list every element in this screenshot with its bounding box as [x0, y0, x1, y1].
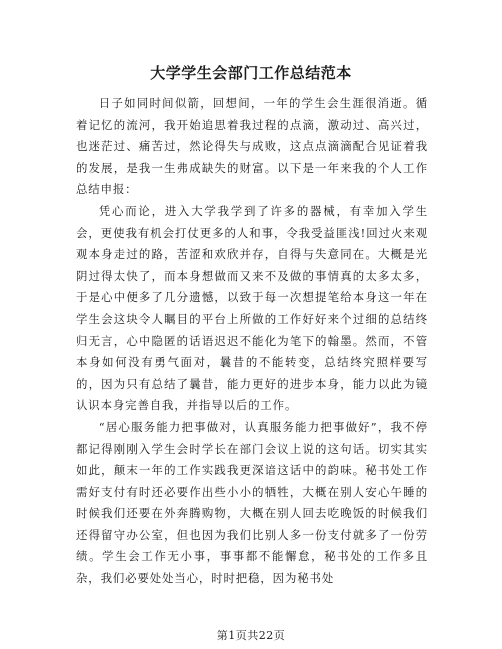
paragraph-service-quote: “居心服务能力把事做对，认真服务能力把事做好”，我不停都记得刚刚入学生会时学长在部门会议上说的这句话。切实其实如此，颠末一年的工作实践我更深谙这话中的韵味。秘书处工作需好支付有时还必要作出些小小的牺牲，大概在别人安心午睡的时候我们还要在外奔腾购物，大概在别人回去吃晚饭的时候我们还得留守办公室，但也因为我们比别人多一份支付就多了一份劳绩。学生会工作无小事，事事都不能懈怠，秘书处的工作多且杂，我们必要处处当心，时时把稳，因为秘书处: [76, 419, 428, 586]
paragraph-intro: 日子如同时间似箭，回想间，一年的学生会生涯很消逝。循着记忆的流河，我开始追思着我过程的点滴，激动过、高兴过，也迷茫过、痛苦过，然论得失与成败，这点点滴滴配合见证着我的发展，是我一生弗成缺失的财富。以下是一年来我的个人工作总结申报：: [76, 96, 428, 197]
document-title: 大学学生会部门工作总结范本: [150, 64, 352, 82]
document-body: [76, 93, 428, 590]
paragraph-reflection: 凭心而论，进入大学我学到了许多的器械，有幸加入学生会，更使我有机会打仗更多的人和事，令我受益匪浅!回过火来观观本身走过的路，苦涩和欢欣并存，自得与失意同在。大概是光阴过得太快了，而本身想做而又来不及做的事情真的太多太多，于是心中便多了几分遗憾，以致于每一次想提笔给本身这一年在学生会这块令人瞩目的平台上所做的工作好好来个过细的总结终归无言，心中隐匿的话语迟迟不能化为笔下的翰墨。然而，不管本身如何没有勇气面对，曩昔的不能转变，总结终究照样要写的，因为只有总结了曩昔，能力更好的进步本身，能力以此为镜认识本身完善自我，并指导以后的工作。: [76, 203, 428, 413]
page-number: 第1页共22页: [216, 629, 286, 642]
